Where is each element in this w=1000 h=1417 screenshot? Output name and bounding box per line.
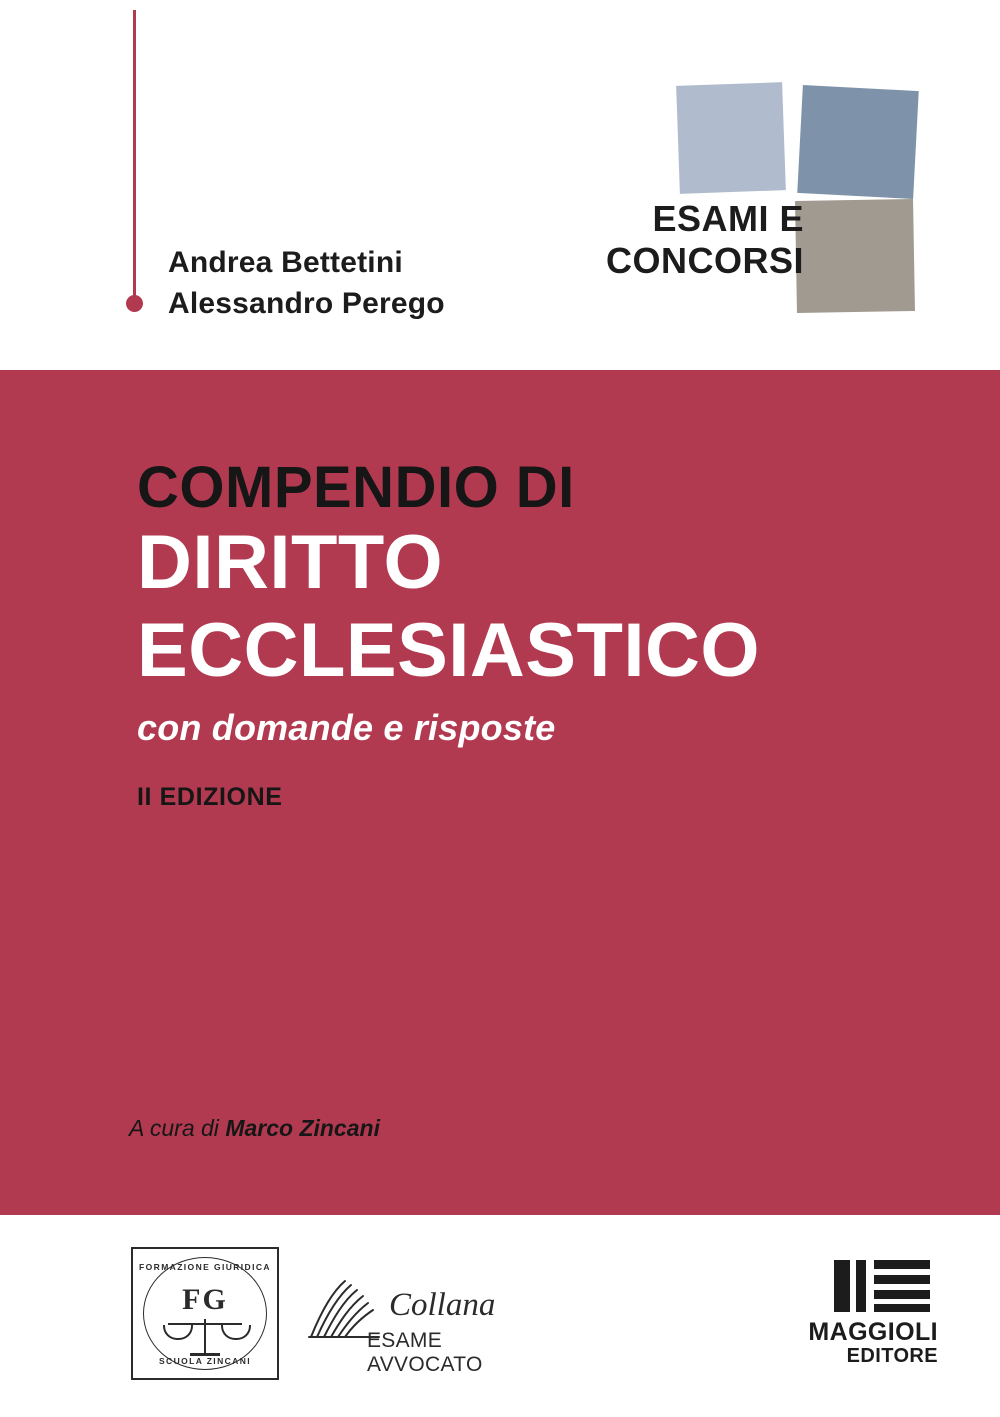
author-bullet-dot	[126, 295, 143, 312]
title-block	[137, 455, 937, 812]
scales-of-justice-icon	[168, 1319, 242, 1359]
collection-logo	[305, 1277, 535, 1376]
series-square-blue-icon	[797, 85, 918, 199]
publisher-subtitle: EDITORE	[846, 1345, 938, 1367]
book-title-line-3: ECCLESIASTICO	[137, 608, 760, 694]
cover-header	[0, 0, 1000, 370]
maggioli-mark-icon	[834, 1260, 930, 1312]
series-square-taupe-icon	[795, 199, 915, 313]
author-vertical-rule	[133, 10, 136, 300]
author-name-2: Alessandro Perego	[168, 286, 445, 320]
curator-name: Marco Zincani	[225, 1115, 380, 1141]
book-title-line-1: COMPENDIO DI	[137, 455, 575, 520]
cover-footer	[0, 1215, 1000, 1417]
school-seal-logo	[131, 1247, 279, 1380]
series-label-line-1: ESAMI E	[652, 198, 804, 239]
series-square-light-blue-icon	[676, 82, 786, 194]
curator-prefix: A cura di	[129, 1115, 226, 1141]
collection-subtitle: ESAME AVVOCATO	[367, 1329, 483, 1376]
series-label	[384, 198, 804, 283]
publisher-logo	[778, 1260, 938, 1372]
curator-credit	[129, 1115, 380, 1142]
publisher-name: MAGGIOLI	[808, 1318, 938, 1346]
collection-name: Collana	[389, 1287, 496, 1323]
seal-monogram: FG	[182, 1283, 228, 1316]
seal-bottom-text: SCUOLA ZINCANI	[158, 1356, 251, 1366]
edition-label: II EDIZIONE	[137, 783, 283, 812]
scales-pan-left	[163, 1325, 193, 1340]
book-subtitle: con domande e risposte	[137, 707, 556, 749]
series-label-line-2: CONCORSI	[605, 240, 804, 282]
seal-top-text: FORMAZIONE GIURIDICA	[139, 1262, 271, 1272]
scales-post	[204, 1319, 206, 1355]
author-name-1: Andrea Bettetini	[168, 246, 403, 279]
book-title-line-2: DIRITTO	[137, 519, 444, 605]
cover-main-panel	[0, 370, 1000, 1215]
